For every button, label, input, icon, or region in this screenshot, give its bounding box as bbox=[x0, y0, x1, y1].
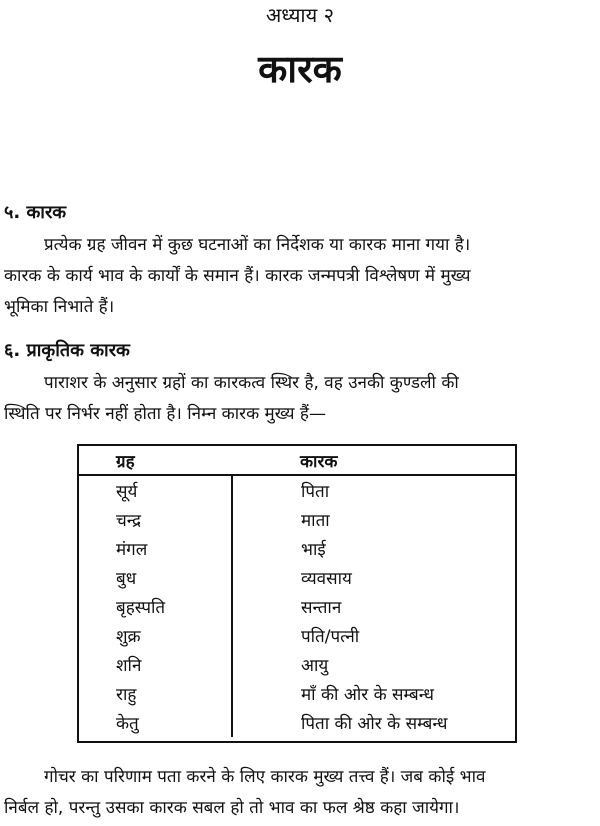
paragraph-line: कारक के कार्य भाव के कार्यों के समान हैं। कारक जन्मपत्री विश्लेषण में मुख्य bbox=[4, 266, 471, 286]
planet-cell: बुध bbox=[79, 563, 232, 592]
karaka-cell: पति/पत्नी bbox=[301, 627, 360, 647]
paragraph-line: प्रत्येक ग्रह जीवन में कुछ घटनाओं का निर्देशक या कारक माना गया है। bbox=[44, 235, 471, 255]
planet-cell: मंगल bbox=[79, 534, 232, 563]
karaka-cell: भाई bbox=[301, 540, 326, 560]
table-row bbox=[79, 505, 515, 534]
paragraph-line: स्थिति पर निर्भर नहीं होता है। निम्न कारक मुख्य हैं— bbox=[4, 404, 326, 424]
table-row bbox=[79, 679, 515, 708]
planet-cell: शुक्र bbox=[79, 621, 232, 650]
table-row bbox=[79, 621, 515, 650]
section-6-heading: ६. प्राकृतिक कारक bbox=[4, 340, 130, 361]
table-row bbox=[79, 592, 515, 621]
chapter-label: अध्याय २ bbox=[266, 3, 334, 27]
table-row bbox=[79, 534, 515, 563]
karaka-cell: व्यवसाय bbox=[301, 569, 352, 589]
paragraph-line: निर्बल हो, परन्तु उसका कारक सबल हो तो भाव का फल श्रेष्ठ कहा जायेगा। bbox=[4, 798, 460, 818]
table-row bbox=[79, 650, 515, 679]
planet-cell: चन्द्र bbox=[79, 505, 232, 534]
karaka-cell: आयु bbox=[301, 656, 329, 676]
paragraph-line: गोचर का परिणाम पता करने के लिए कारक मुख्य तत्त्व हैं। जब कोई भाव bbox=[44, 767, 486, 787]
planet-cell: राहु bbox=[79, 679, 232, 708]
paragraph-line: भूमिका निभाते हैं। bbox=[4, 297, 115, 317]
column-header-planet: ग्रह bbox=[79, 446, 232, 475]
karaka-cell: सन्तान bbox=[301, 598, 342, 618]
closing-paragraph bbox=[4, 762, 596, 824]
column-header-karaka: कारक bbox=[232, 446, 515, 475]
karaka-table bbox=[77, 444, 517, 743]
paragraph-line: पाराशर के अनुसार ग्रहों का कारकत्व स्थिर है, वह उनकी कुण्डली की bbox=[44, 373, 459, 393]
table-row bbox=[79, 708, 515, 737]
karaka-cell: पिता की ओर के सम्बन्ध bbox=[301, 714, 448, 734]
table-header-row bbox=[79, 446, 515, 475]
karaka-cell: माता bbox=[301, 511, 330, 531]
chapter-title: कारक bbox=[258, 47, 342, 91]
planet-cell: शनि bbox=[79, 650, 232, 679]
planet-cell: केतु bbox=[79, 708, 232, 737]
karaka-cell: माँ की ओर के सम्बन्ध bbox=[301, 685, 434, 705]
table-row bbox=[79, 563, 515, 592]
planet-cell: बृहस्पति bbox=[79, 592, 232, 621]
section-6-paragraph bbox=[4, 368, 596, 430]
section-5-paragraph bbox=[4, 230, 596, 323]
planet-cell: सूर्य bbox=[79, 475, 232, 505]
section-5-heading: ५. कारक bbox=[4, 202, 67, 223]
karaka-cell: पिता bbox=[301, 482, 330, 502]
table-row bbox=[79, 475, 515, 505]
